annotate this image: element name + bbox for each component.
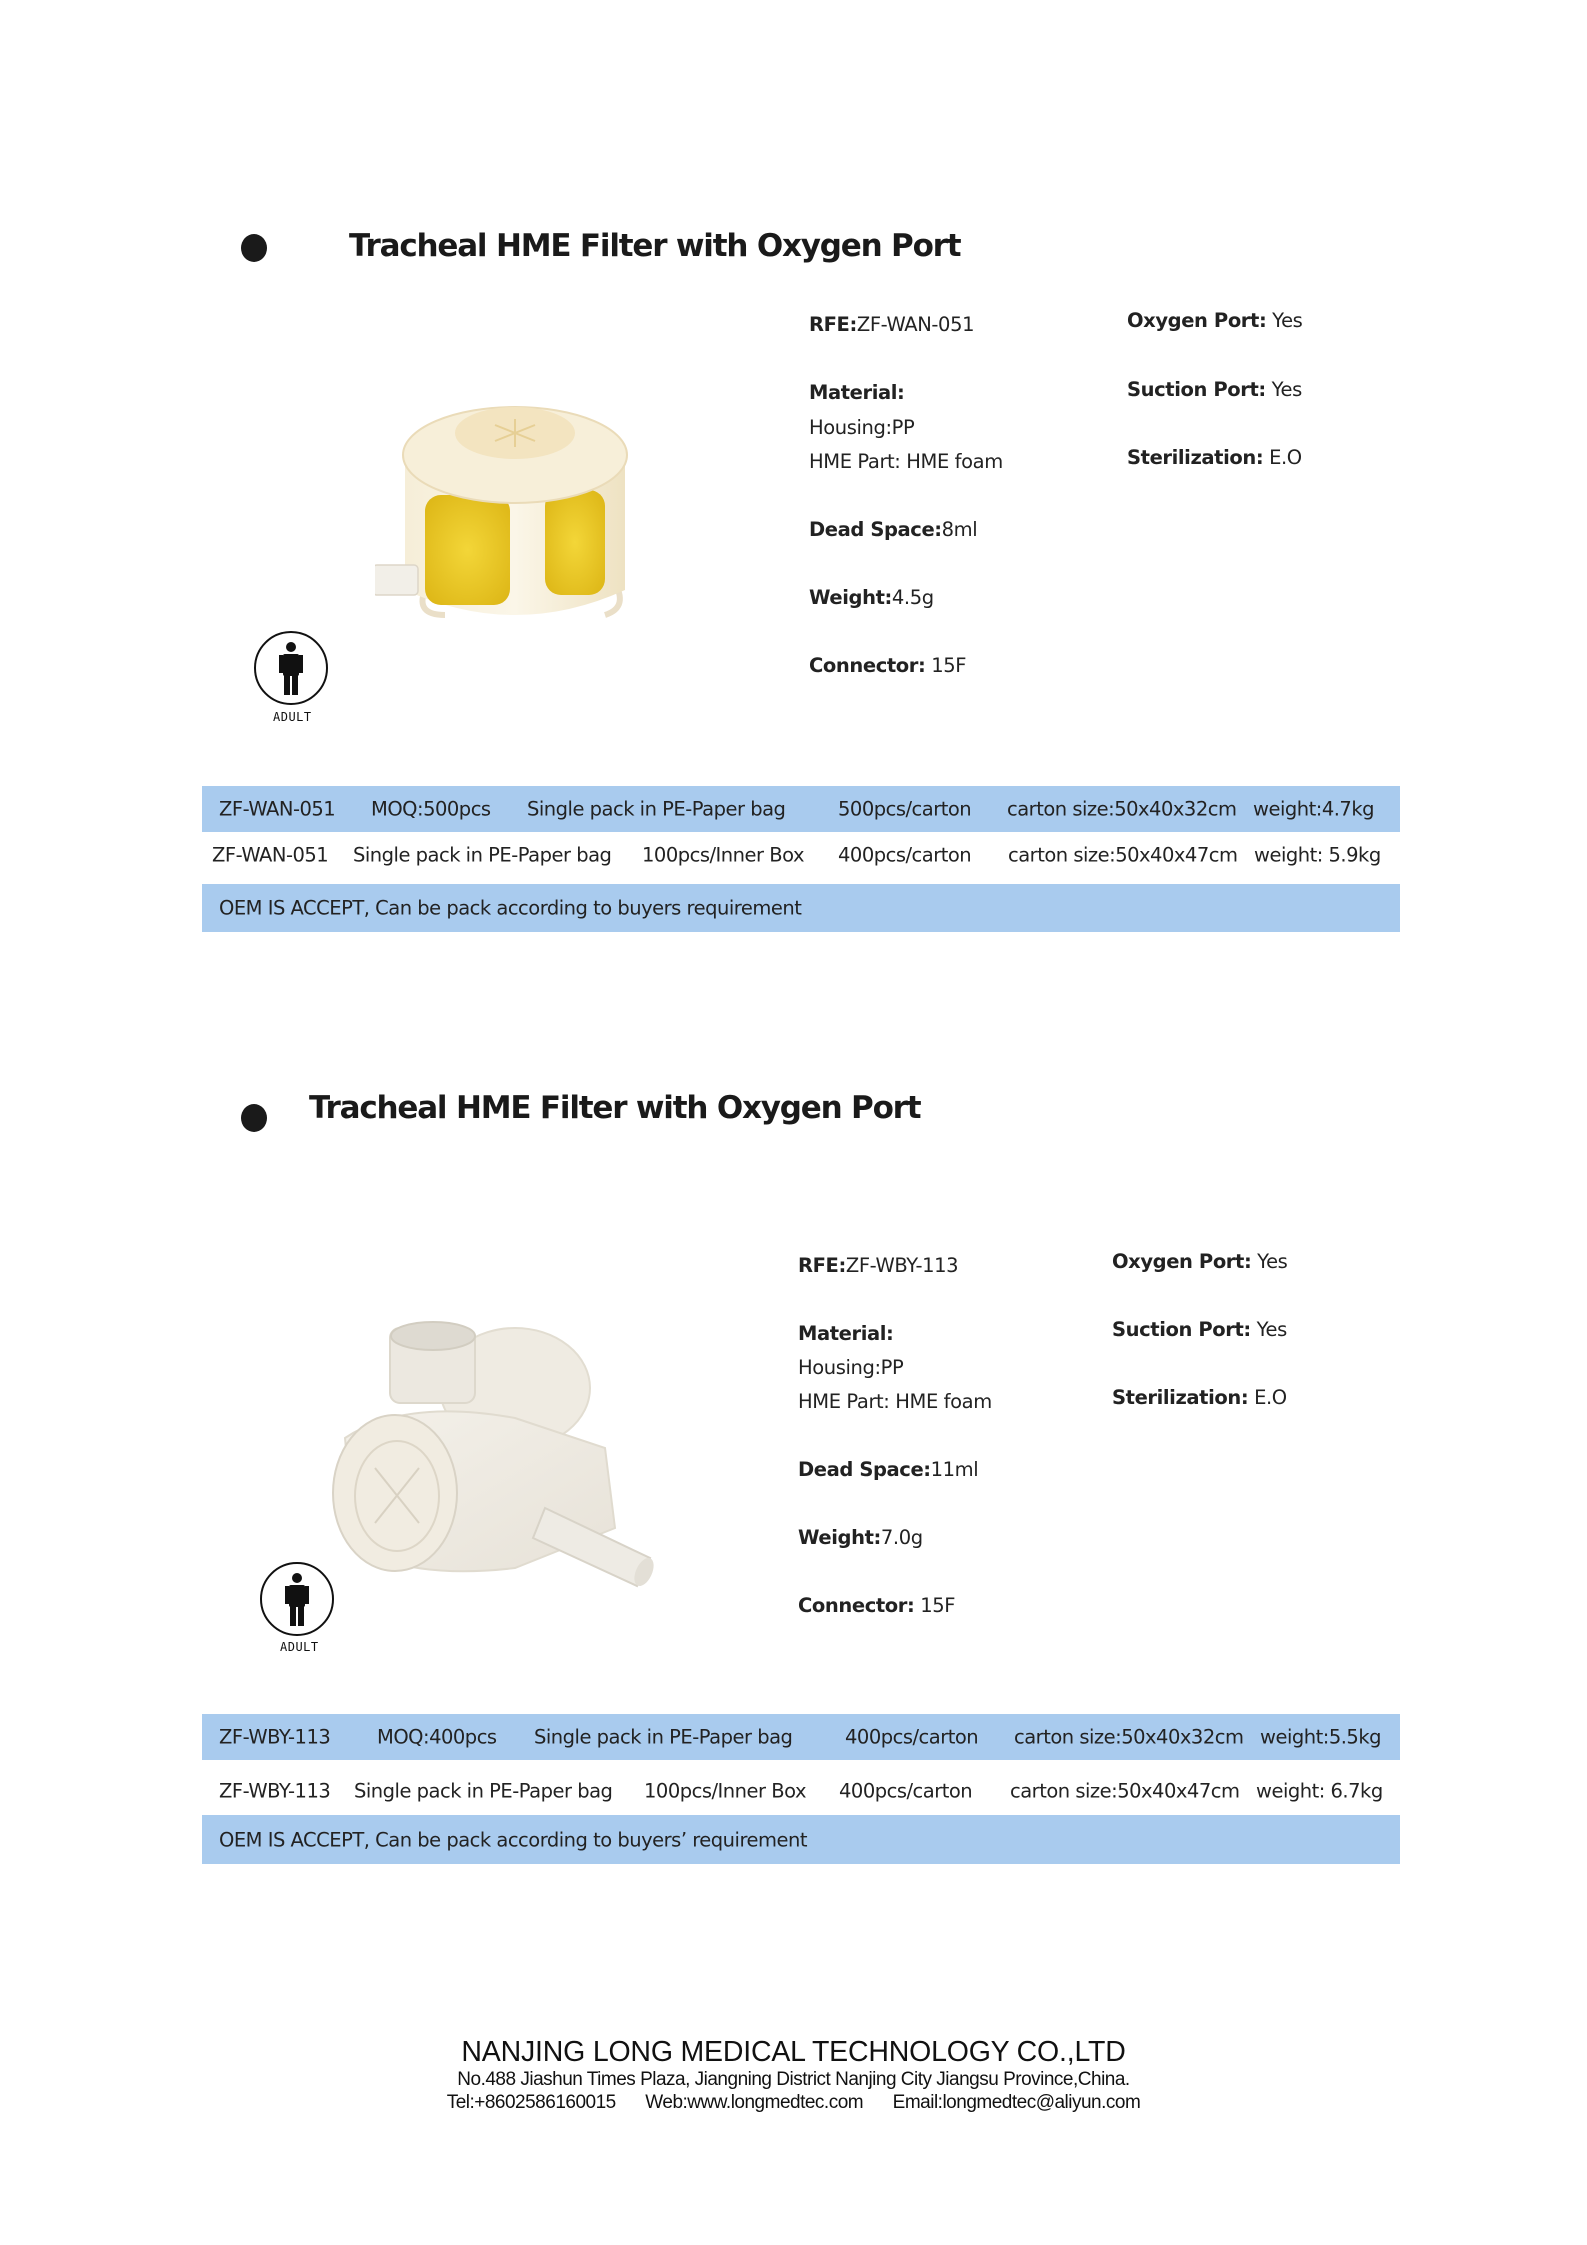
spec-sterilization: Sterilization: E.O [1127, 446, 1302, 469]
packing-row-2 [202, 1767, 1400, 1815]
spec-weight: Weight:4.5g [809, 586, 934, 609]
hme-filter-tee-icon [315, 1318, 675, 1598]
cell-carton-qty: 400pcs/carton [839, 1779, 973, 1803]
product-title: Tracheal HME Filter with Oxygen Port [349, 228, 961, 264]
cell-moq: MOQ:400pcs [377, 1725, 497, 1749]
cell-model: ZF-WBY-113 [219, 1779, 331, 1803]
hme-filter-round-icon [375, 375, 650, 645]
spec-sterilization: Sterilization: E.O [1112, 1386, 1287, 1409]
adult-person-icon [262, 1564, 332, 1634]
adult-label: ADULT [280, 1640, 319, 1654]
adult-badge [260, 1562, 334, 1636]
cell-pack: Single pack in PE-Paper bag [527, 797, 786, 821]
cell-weight: weight: 5.9kg [1254, 843, 1381, 867]
cell-model: ZF-WAN-051 [212, 843, 329, 867]
packing-note-row [202, 884, 1400, 932]
cell-carton-qty: 400pcs/carton [845, 1725, 979, 1749]
spec-housing: Housing:PP [809, 416, 915, 439]
cell-carton-size: carton size:50x40x47cm [1010, 1779, 1240, 1803]
spec-connector: Connector: 15F [798, 1594, 956, 1617]
packing-row-1 [202, 786, 1400, 832]
adult-label: ADULT [273, 710, 312, 724]
spec-material-label: Material: [809, 381, 905, 404]
cell-pack: Single pack in PE-Paper bag [354, 1779, 613, 1803]
cell-pack: Single pack in PE-Paper bag [353, 843, 612, 867]
packing-note-row [202, 1815, 1400, 1864]
cell-model: ZF-WAN-051 [219, 797, 336, 821]
cell-inner-box: 100pcs/Inner Box [644, 1779, 806, 1803]
spec-dead-space: Dead Space:8ml [809, 518, 978, 541]
spec-rfe: RFE:ZF-WAN-051 [809, 313, 975, 336]
product-title: Tracheal HME Filter with Oxygen Port [309, 1090, 921, 1126]
company-tel: Tel:+8602586160015 [446, 2092, 616, 2113]
oem-note: OEM IS ACCEPT, Can be pack according to buyers’ requirement [219, 1828, 808, 1851]
spec-oxygen-port: Oxygen Port: Yes [1112, 1250, 1288, 1273]
cell-model: ZF-WBY-113 [219, 1725, 331, 1749]
spec-suction-port: Suction Port: Yes [1127, 378, 1302, 401]
company-name: NANJING LONG MEDICAL TECHNOLOGY CO.,LTD [461, 2036, 1126, 2068]
product-photo-tee-hme-filter [315, 1318, 675, 1598]
adult-badge [254, 631, 328, 705]
spec-dead-space: Dead Space:11ml [798, 1458, 979, 1481]
cell-weight: weight:5.5kg [1260, 1725, 1381, 1749]
cell-carton-qty: 400pcs/carton [838, 843, 972, 867]
product-photo-round-hme-filter [375, 375, 650, 645]
spec-rfe: RFE:ZF-WBY-113 [798, 1254, 959, 1277]
spec-oxygen-port: Oxygen Port: Yes [1127, 309, 1303, 332]
cell-carton-size: carton size:50x40x32cm [1014, 1725, 1244, 1749]
company-email[interactable]: Email:longmedtec@aliyun.com [892, 2092, 1141, 2113]
adult-person-icon [256, 633, 326, 703]
cell-moq: MOQ:500pcs [371, 797, 491, 821]
spec-housing: Housing:PP [798, 1356, 904, 1379]
cell-carton-size: carton size:50x40x47cm [1008, 843, 1238, 867]
spec-weight: Weight:7.0g [798, 1526, 923, 1549]
spec-material-label: Material: [798, 1322, 894, 1345]
bullet-icon [241, 1104, 267, 1132]
cell-weight: weight: 6.7kg [1256, 1779, 1383, 1803]
oem-note: OEM IS ACCEPT, Can be pack according to buyers requirement [219, 896, 802, 920]
company-web[interactable]: Web:www.longmedtec.com [645, 2092, 864, 2113]
spec-hme-part: HME Part: HME foam [798, 1390, 992, 1413]
cell-carton-qty: 500pcs/carton [838, 797, 972, 821]
bullet-icon [241, 234, 267, 262]
spec-connector: Connector: 15F [809, 654, 967, 677]
company-address: No.488 Jiashun Times Plaza, Jiangning District Nanjing City Jiangsu Province,China. [457, 2069, 1130, 2090]
cell-carton-size: carton size:50x40x32cm [1007, 797, 1237, 821]
cell-weight: weight:4.7kg [1253, 797, 1374, 821]
spec-suction-port: Suction Port: Yes [1112, 1318, 1287, 1341]
cell-pack: Single pack in PE-Paper bag [534, 1725, 793, 1749]
packing-row-2 [202, 832, 1400, 878]
company-contacts [0, 2092, 1587, 2114]
spec-hme-part: HME Part: HME foam [809, 450, 1003, 473]
packing-row-1 [202, 1714, 1400, 1760]
cell-inner-box: 100pcs/Inner Box [642, 843, 804, 867]
